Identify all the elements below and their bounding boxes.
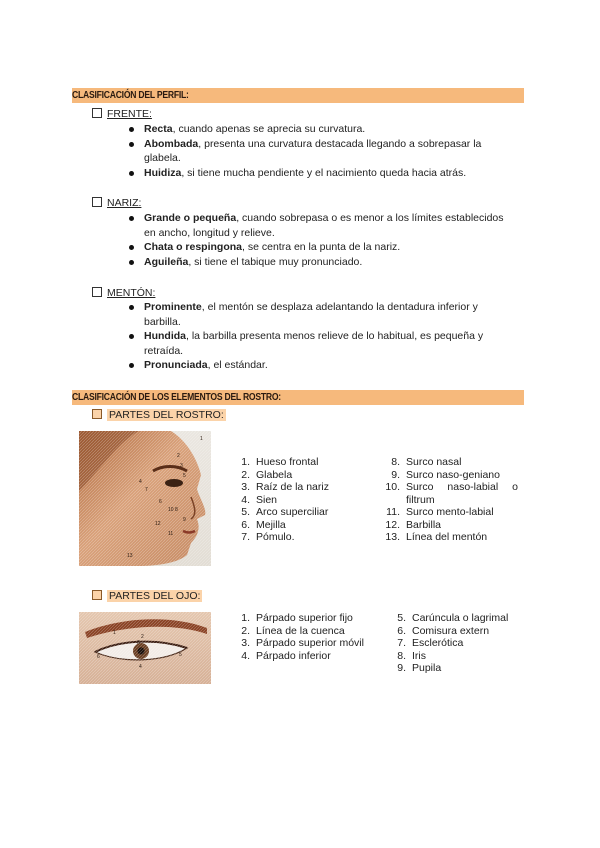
list-item: Recta, cuando apenas se aprecia su curvatura. bbox=[128, 122, 508, 137]
list-item: 9. Pupila bbox=[397, 662, 442, 674]
list-item: 6. Mejilla bbox=[241, 518, 286, 531]
list-item: Pronunciada, el estándar. bbox=[128, 358, 508, 373]
svg-text:4: 4 bbox=[139, 664, 142, 670]
svg-text:12: 12 bbox=[155, 521, 161, 527]
list-item: Chata o respingona, se centra en la punta de la nariz. bbox=[128, 240, 508, 255]
list-item: Abombada, presenta una curvatura destacada llegando a sobrepasar la glabela. bbox=[128, 137, 508, 166]
list-item: 10. Surco naso-labial o filtrum bbox=[385, 481, 518, 506]
list-item: 1. Hueso frontal bbox=[241, 456, 319, 468]
subheading-frente bbox=[92, 107, 152, 121]
list-item: 4. Párpado inferior bbox=[241, 649, 331, 662]
subheading-label: PARTES DEL ROSTRO: bbox=[109, 409, 224, 421]
svg-text:3: 3 bbox=[137, 640, 140, 646]
svg-text:8: 8 bbox=[175, 507, 178, 513]
list-item: 2. Línea de la cuenca bbox=[241, 624, 345, 637]
svg-text:7: 7 bbox=[145, 487, 148, 493]
list-item: 8. Surco nasal bbox=[391, 456, 462, 468]
list-item: Huidiza, si tiene mucha pendiente y el nacimiento queda hacia atrás. bbox=[128, 166, 508, 181]
section-title-perfil: CLASIFICACIÓN DEL PERFIL: bbox=[72, 89, 189, 101]
subheading-label: PARTES DEL OJO: bbox=[109, 590, 201, 602]
list-frente bbox=[128, 122, 508, 180]
list-partes-ojo-col1 bbox=[232, 612, 367, 662]
checkbox-icon[interactable] bbox=[92, 108, 102, 118]
list-item: 12. Barbilla bbox=[385, 518, 442, 531]
checkbox-icon[interactable] bbox=[92, 590, 102, 600]
svg-text:4: 4 bbox=[139, 479, 142, 485]
list-item: 6. Comisura extern bbox=[397, 624, 490, 637]
face-illustration bbox=[79, 431, 211, 566]
list-item: 2. Glabela bbox=[241, 468, 293, 481]
list-item: 5. Carúncula o lagrimal bbox=[397, 612, 509, 624]
svg-text:6: 6 bbox=[97, 654, 100, 660]
svg-text:2: 2 bbox=[141, 634, 144, 640]
subheading-nariz bbox=[92, 196, 141, 210]
face-photo bbox=[79, 431, 211, 566]
list-item: 13. Línea del mentón bbox=[385, 531, 488, 543]
subheading-menton bbox=[92, 286, 155, 300]
svg-text:11: 11 bbox=[168, 531, 174, 537]
list-item: 7. Pómulo. bbox=[241, 531, 295, 543]
checkbox-icon[interactable] bbox=[92, 409, 102, 419]
checkbox-icon[interactable] bbox=[92, 287, 102, 297]
list-item: Prominente, el mentón se desplaza adelantando la dentadura inferior y barbilla. bbox=[128, 300, 508, 329]
svg-text:2: 2 bbox=[177, 453, 180, 459]
eye-photo bbox=[79, 612, 211, 684]
list-partes-rostro-col2 bbox=[382, 456, 532, 544]
list-item: 3. Párpado superior móvil bbox=[241, 637, 364, 649]
list-item: 7. Esclerótica bbox=[397, 637, 464, 649]
svg-text:5: 5 bbox=[179, 652, 182, 658]
list-partes-rostro-col1 bbox=[232, 456, 329, 544]
list-item: 4. Sien bbox=[241, 493, 278, 506]
svg-text:9: 9 bbox=[183, 517, 186, 523]
subheading-label: FRENTE: bbox=[107, 108, 152, 120]
list-item: 5. Arco superciliar bbox=[241, 506, 329, 518]
svg-text:10: 10 bbox=[168, 507, 174, 513]
list-item: Grande o pequeña, cuando sobrepasa o es menor a los límites establecidos en ancho, longitud y relieve. bbox=[128, 211, 508, 240]
svg-text:13: 13 bbox=[127, 553, 133, 559]
svg-text:6: 6 bbox=[159, 499, 162, 505]
list-item: 3. Raíz de la nariz bbox=[241, 481, 329, 493]
svg-text:1: 1 bbox=[113, 630, 116, 636]
svg-text:5: 5 bbox=[183, 473, 186, 479]
list-item: Aguileña, si tiene el tabique muy pronunciado. bbox=[128, 255, 508, 270]
svg-text:1: 1 bbox=[200, 436, 203, 442]
subheading-partes-ojo bbox=[92, 589, 202, 603]
svg-text:3: 3 bbox=[180, 463, 183, 469]
list-nariz bbox=[128, 211, 508, 269]
list-item: Hundida, la barbilla presenta menos relieve de lo habitual, es pequeña y retraída. bbox=[128, 329, 508, 358]
list-item: 8. Iris bbox=[397, 649, 426, 662]
list-item: 1. Párpado superior fijo bbox=[241, 612, 353, 624]
list-partes-ojo-col2 bbox=[388, 612, 508, 675]
list-item: 9. Surco naso-geniano bbox=[391, 468, 500, 481]
subheading-label: MENTÓN: bbox=[107, 287, 156, 299]
subheading-label: NARIZ: bbox=[107, 197, 142, 209]
list-menton bbox=[128, 300, 508, 373]
eye-illustration bbox=[79, 612, 211, 684]
list-item: 11. Surco mento-labial bbox=[386, 506, 494, 518]
checkbox-icon[interactable] bbox=[92, 197, 102, 207]
subheading-partes-rostro bbox=[92, 408, 226, 422]
section-title-rostro: CLASIFICACIÓN DE LOS ELEMENTOS DEL ROSTRO: bbox=[72, 391, 281, 403]
